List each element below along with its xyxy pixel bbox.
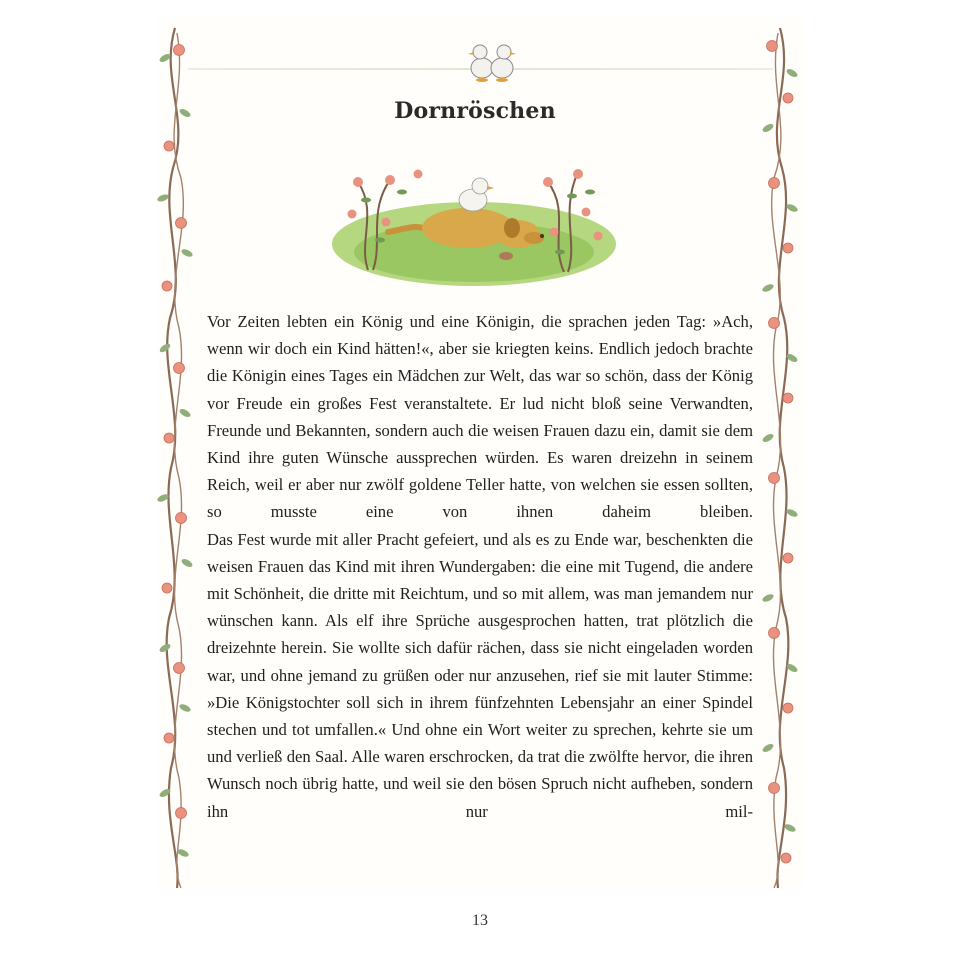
story-paragraph: Das Fest wurde mit aller Pracht gefeiert, und als es zu Ende war, beschenkten die weisen Frauen das Kind mit ihren Wundergaben: die eine mit Tugend, die andere mit Schönheit, die dritte mit Reichtum, und so mit allem, was man jemandem nur wünschen kann. Als elf ihre Sprüche ausgesprochen hatten, trat plötzlich die dreizehnte herein. Sie wollte sich dafür rächen, dass sie nicht eingeladen worden war, und ohne jemand zu grüßen oder nur anzusehen, rief sie mit lauter Stimme: »Die Königstochter soll sich in ihrem fünfzehnten Lebensjahr an einer Spindel stechen und tot umfallen.« Und ohne ein Wort weiter zu sprechen, kehrte sie um und verließ den Saal. Alle waren erschrocken, da trat die zwölfte hervor, die ihren Wunsch noch übrig hatte, und weil sie den bösen Spruch nicht aufheben, sondern ihn nur mil-: [207, 529, 753, 821]
story-text: [207, 308, 753, 825]
story-paragraph: Vor Zeiten lebten ein König und eine Königin, die sprachen jeden Tag: »Ach, wenn wir doch ein Kind hätten!«, aber sie kriegten keins. Endlich jedoch brachte die Königin eines Tages ein Mädchen zur Welt, das war so schön, dass der König vor Freude ein großes Fest veranstaltete. Er lud nicht bloß seine Verwandten, Freunde und Bekannten, sondern auch die weisen Frauen dazu ein, damit sie dem Kind ihre guten Wünsche aussprechen würden. Es waren dreizehn in seinem Reich, weil er aber nur zwölf goldene Teller hatte, von welchen sie essen sollten, so musste eine von ihnen daheim bleiben.: [207, 312, 753, 522]
rose-vine-left-border: [155, 18, 205, 890]
sleeping-dog-illustration: [328, 152, 620, 290]
geese-ornament-icon: [462, 36, 522, 84]
page-title: Dornröschen: [394, 98, 556, 124]
rose-vine-right-border: [752, 18, 802, 890]
page-number: 13: [472, 912, 488, 929]
